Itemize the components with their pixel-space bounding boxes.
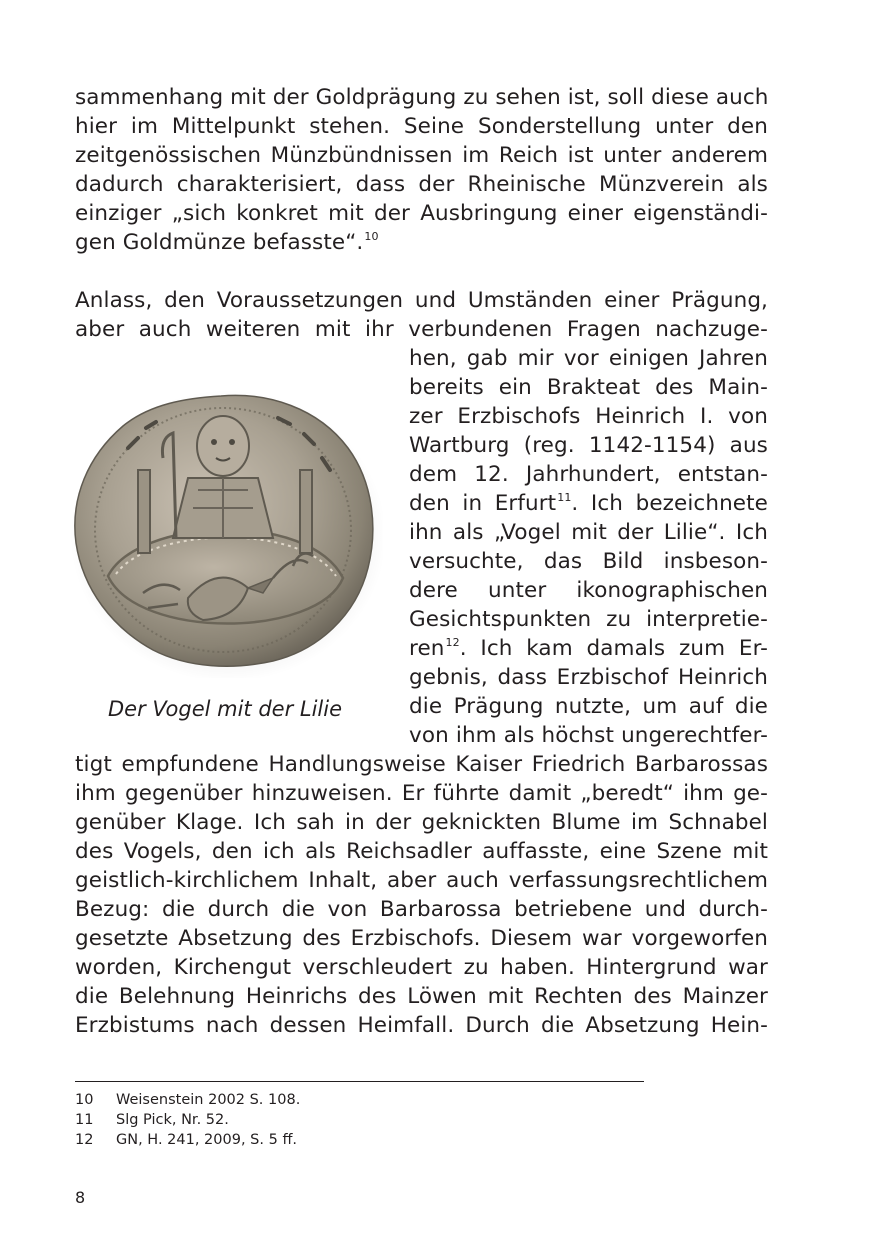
body-line: von ihm als höchst ungerechtfer- — [409, 723, 768, 748]
body-line: einziger „sich konkret mit der Ausbringung einer eigenständi- — [75, 201, 768, 226]
body-line: gesetzte Absetzung des Erzbischofs. Diesem war vorgeworfen — [75, 926, 768, 951]
body-line — [75, 228, 768, 257]
body-line: hier im Mittelpunkt stehen. Seine Sonderstellung unter den — [75, 114, 768, 139]
footnote — [75, 1090, 300, 1110]
body-line: tigt empfundene Handlungsweise Kaiser Friedrich Barbarossas — [75, 752, 768, 777]
footnote-number: 10 — [75, 1092, 94, 1108]
body-line: Erzbistums nach dessen Heimfall. Durch die Absetzung Hein- — [75, 1013, 768, 1038]
coin-image — [68, 378, 383, 678]
image-caption: Der Vogel mit der Lilie — [107, 697, 343, 721]
footnote — [75, 1110, 229, 1130]
body-text: den in Erfurt — [409, 491, 557, 516]
body-text: . Ich bezeichnete — [571, 491, 768, 516]
body-line: Gesichtspunkten zu interpretie- — [409, 607, 768, 632]
body-line: dem 12. Jahrhundert, entstan- — [409, 462, 768, 487]
body-line: hen, gab mir vor einigen Jahren — [409, 346, 768, 371]
body-line: die Prägung nutzte, um auf die — [409, 694, 768, 719]
body-line: Bezug: die durch die von Barbarossa betriebene und durch- — [75, 897, 768, 922]
body-line: bereits ein Brakteat des Main- — [409, 375, 768, 400]
body-line — [409, 489, 768, 518]
body-line: die Belehnung Heinrichs des Löwen mit Rechten des Mainzer — [75, 984, 768, 1009]
body-line: zer Erzbischofs Heinrich I. von — [409, 404, 768, 429]
footnote-text: Slg Pick, Nr. 52. — [116, 1112, 229, 1128]
body-line: Wartburg (reg. 1142-1154) aus — [409, 433, 768, 458]
body-line — [409, 634, 768, 663]
body-text: ren — [409, 636, 445, 661]
body-line: dere unter ikonographischen — [409, 578, 768, 603]
body-text: gen Goldmünze befasste“. — [75, 230, 364, 255]
body-line: aber auch weiteren mit ihr verbundenen Fragen nachzuge- — [75, 317, 768, 342]
body-line: geistlich-kirchlichem Inhalt, aber auch verfassungsrechtlichem — [75, 868, 768, 893]
body-line: worden, Kirchengut verschleudert zu haben. Hintergrund war — [75, 955, 768, 980]
body-line: Anlass, den Voraussetzungen und Umständen einer Prägung, — [75, 288, 768, 313]
footnote — [75, 1130, 297, 1150]
body-line: sammenhang mit der Goldprägung zu sehen ist, soll diese auch — [75, 85, 769, 110]
body-text: . Ich kam damals zum Er- — [459, 636, 768, 661]
footnote-text: Weisenstein 2002 S. 108. — [116, 1092, 301, 1108]
footnote-ref[interactable]: 12 — [445, 636, 460, 649]
body-line: dadurch charakterisiert, dass der Rheinische Münzverein als — [75, 172, 768, 197]
body-line: ihm gegenüber hinzuweisen. Er führte damit „beredt“ ihm ge- — [75, 781, 768, 806]
footnote-ref[interactable]: 10 — [364, 230, 379, 243]
body-line: versuchte, das Bild insbeson- — [409, 549, 768, 574]
footnote-number: 11 — [75, 1112, 94, 1128]
body-line: des Vogels, den ich als Reichsadler auffasste, eine Szene mit — [75, 839, 768, 864]
body-line: zeitgenössischen Münzbündnissen im Reich ist unter anderem — [75, 143, 768, 168]
footnote-divider — [75, 1081, 644, 1082]
footnote-number: 12 — [75, 1132, 94, 1148]
bracteate-coin-illustration — [68, 378, 383, 678]
body-line: gebnis, dass Erzbischof Heinrich — [409, 665, 768, 690]
page-number: 8 — [75, 1188, 86, 1207]
footnote-text: GN, H. 241, 2009, S. 5 ff. — [116, 1132, 298, 1148]
footnote-ref[interactable]: 11 — [557, 491, 572, 504]
body-line: ihn als „Vogel mit der Lilie“. Ich — [409, 520, 768, 545]
body-line: genüber Klage. Ich sah in der geknickten Blume im Schnabel — [75, 810, 768, 835]
